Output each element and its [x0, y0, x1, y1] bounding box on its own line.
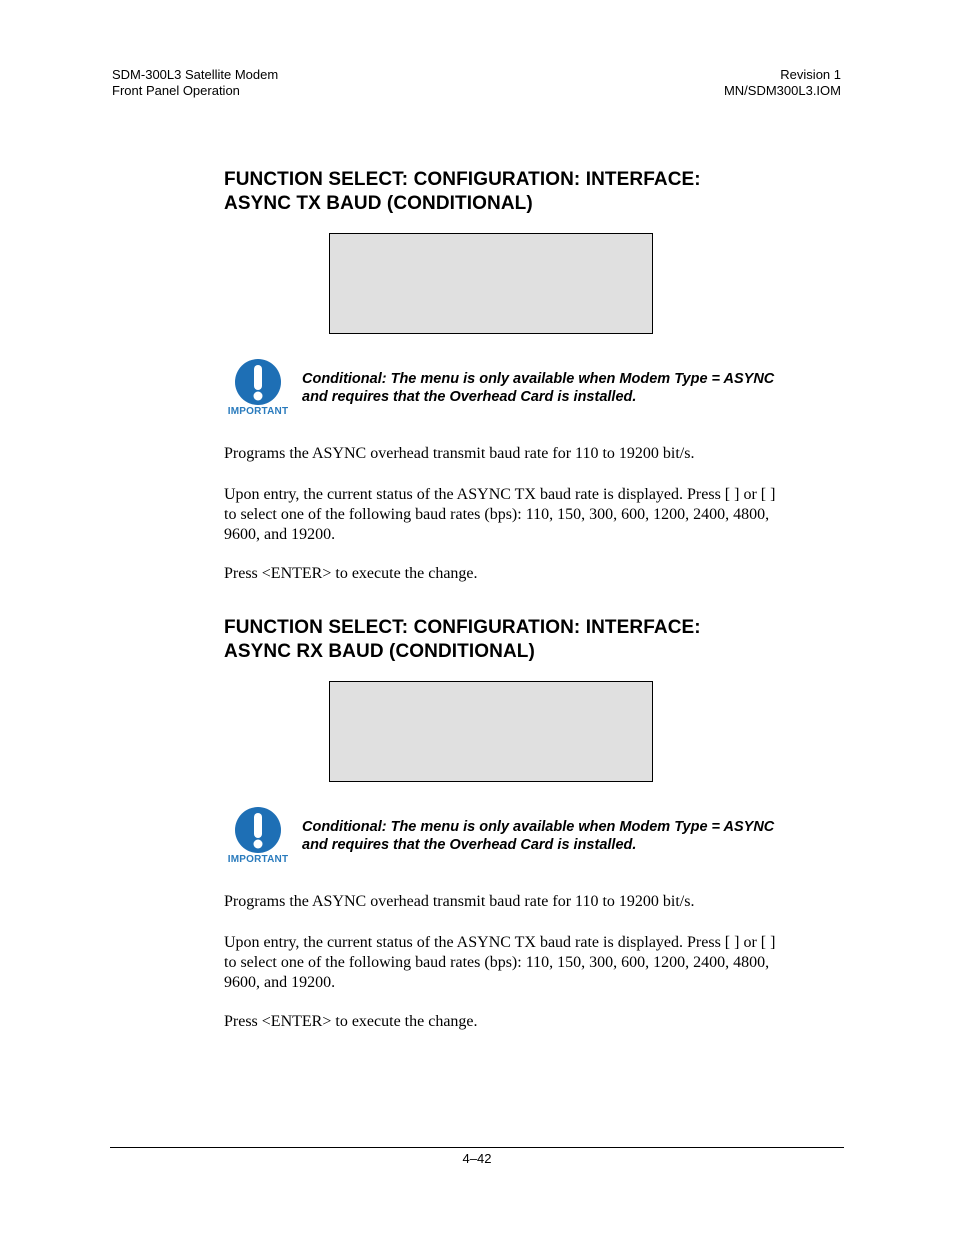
paragraph-instructions: Upon entry, the current status of the ASYNC TX baud rate is displayed. Press [ ] or [ ] to select one of the following baud rates (bps): 110, 150, 300, 600, 1200, 2400, 4800, 9600, and 19200.	[224, 934, 776, 991]
paragraph-enter: Press <ENTER> to execute the change.	[224, 1013, 478, 1030]
paragraph-instructions: Upon entry, the current status of the ASYNC TX baud rate is displayed. Press [ ] or [ ] to select one of the following baud rates (bps): 110, 150, 300, 600, 1200, 2400, 4800, 9600, and 19200.	[224, 486, 776, 543]
important-note	[226, 358, 836, 420]
page-number: 4–42	[462, 1151, 492, 1166]
front-panel-display-placeholder	[329, 233, 653, 334]
important-note-text: Conditional: The menu is only available when Modem Type = ASYNC and requires that the Overhead Card is installed.	[302, 371, 775, 405]
important-icon: IMPORTANT	[226, 806, 290, 868]
paragraph-enter: Press <ENTER> to execute the change.	[224, 565, 478, 582]
important-icon: IMPORTANT	[226, 358, 290, 420]
manual-title: SDM-300L3 Satellite Modem	[112, 67, 279, 82]
important-note-text: Conditional: The menu is only available when Modem Type = ASYNC and requires that the Overhead Card is installed.	[302, 819, 775, 853]
paragraph-description: Programs the ASYNC overhead transmit baud rate for 110 to 19200 bit/s.	[224, 893, 695, 910]
chapter-title: Front Panel Operation	[112, 83, 240, 98]
document-number: MN/SDM300L3.IOM	[723, 83, 841, 98]
section-heading-async-rx-baud: FUNCTION SELECT: CONFIGURATION: INTERFACE: ASYNC RX BAUD (CONDITIONAL)	[224, 617, 701, 662]
section-heading-async-tx-baud: FUNCTION SELECT: CONFIGURATION: INTERFACE: ASYNC TX BAUD (CONDITIONAL)	[224, 169, 701, 214]
running-header-left	[112, 67, 278, 99]
running-header-right	[724, 67, 841, 99]
paragraph-description: Programs the ASYNC overhead transmit baud rate for 110 to 19200 bit/s.	[224, 445, 695, 462]
footer-divider	[110, 1147, 844, 1148]
revision-label: Revision 1	[780, 67, 841, 82]
front-panel-display-placeholder	[329, 681, 653, 782]
important-note	[226, 806, 836, 868]
